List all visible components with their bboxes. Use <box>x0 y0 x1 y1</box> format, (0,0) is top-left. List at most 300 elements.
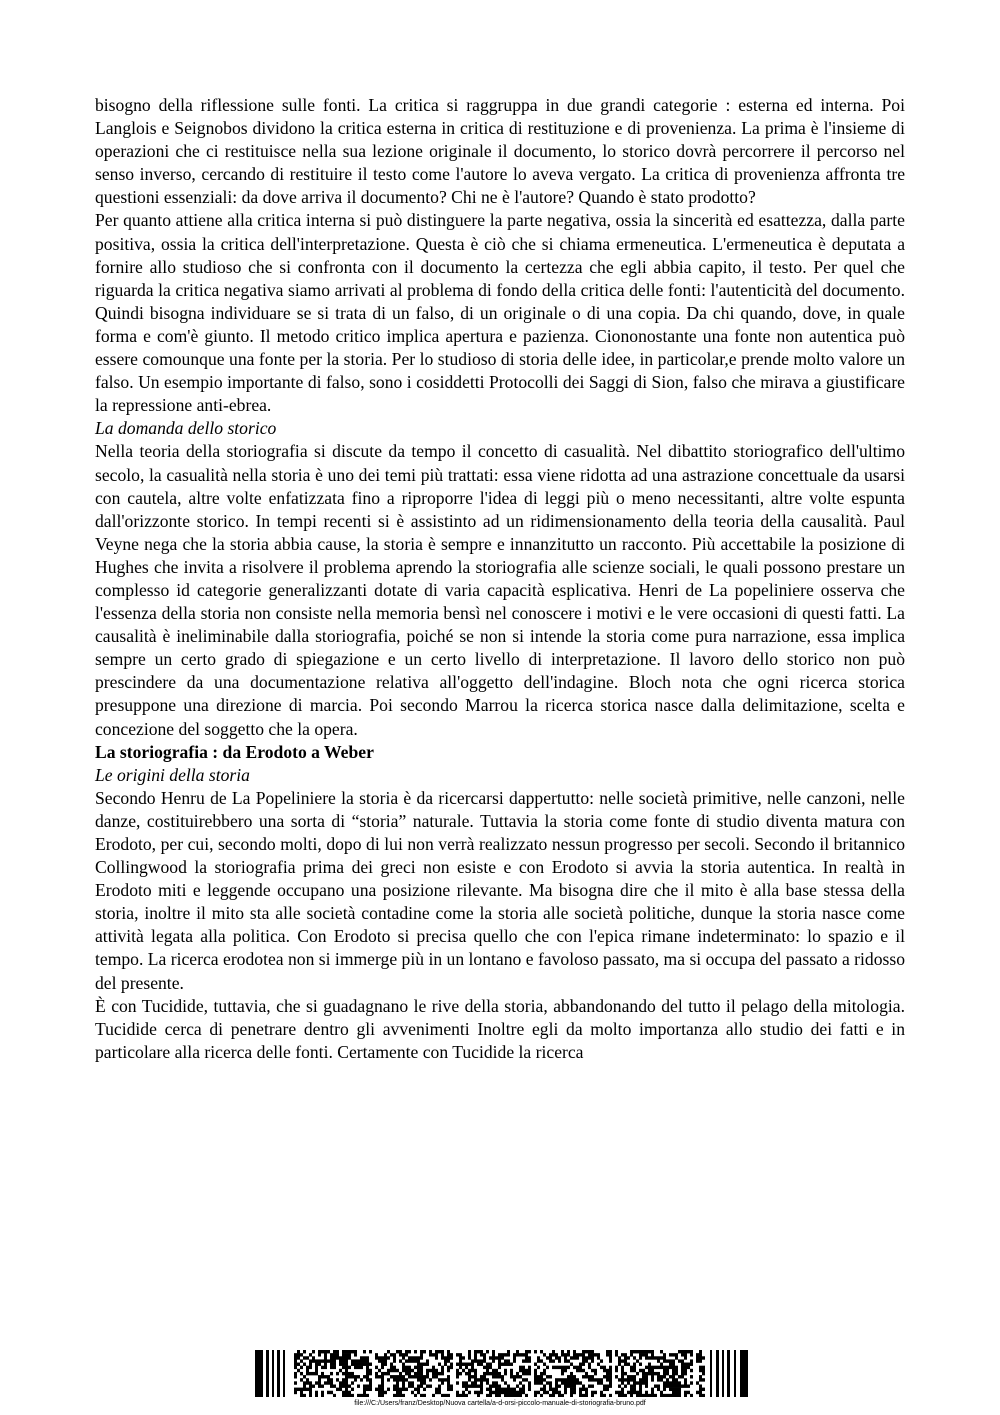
barcode-module <box>345 1369 348 1372</box>
barcode-module <box>315 1366 318 1369</box>
barcode-module <box>375 1356 378 1359</box>
barcode-module <box>366 1356 369 1359</box>
barcode-module <box>330 1356 333 1359</box>
barcode-module <box>486 1381 489 1384</box>
barcode-module <box>426 1384 429 1387</box>
barcode-module <box>624 1372 627 1375</box>
barcode-module <box>645 1384 648 1387</box>
barcode-module <box>411 1384 414 1387</box>
barcode-module <box>534 1350 537 1353</box>
barcode-module <box>597 1378 600 1381</box>
barcode-module <box>471 1363 474 1366</box>
barcode-module <box>342 1394 345 1397</box>
barcode-module <box>507 1353 510 1356</box>
barcode-module <box>330 1381 333 1384</box>
barcode-module <box>609 1381 612 1384</box>
barcode-module <box>528 1350 531 1353</box>
barcode-module <box>663 1366 666 1369</box>
barcode-module <box>528 1369 531 1372</box>
barcode-module <box>681 1353 684 1356</box>
barcode-module <box>495 1394 498 1397</box>
barcode-module <box>537 1391 540 1394</box>
barcode-module <box>579 1369 582 1372</box>
barcode-module <box>645 1381 648 1384</box>
barcode-module <box>309 1353 312 1356</box>
barcode-module <box>315 1381 318 1384</box>
barcode-module <box>504 1369 507 1372</box>
barcode-module <box>489 1384 492 1387</box>
barcode-module <box>552 1388 555 1391</box>
barcode-module <box>651 1378 654 1381</box>
barcode-module <box>345 1384 348 1387</box>
barcode-module <box>645 1394 648 1397</box>
barcode-module <box>396 1350 399 1353</box>
barcode-module <box>567 1378 570 1381</box>
barcode-module <box>495 1384 498 1387</box>
barcode-module <box>483 1353 486 1356</box>
barcode-module <box>294 1391 297 1394</box>
barcode-module <box>513 1388 516 1391</box>
barcode-module <box>519 1353 522 1356</box>
barcode-module <box>345 1388 348 1391</box>
barcode-module <box>297 1353 300 1356</box>
barcode-module <box>381 1388 384 1391</box>
barcode-module <box>342 1366 345 1369</box>
barcode-module <box>411 1391 414 1394</box>
barcode-module <box>519 1369 522 1372</box>
barcode-module <box>651 1369 654 1372</box>
barcode-module <box>294 1375 297 1378</box>
barcode-module <box>351 1359 354 1362</box>
barcode-module <box>519 1391 522 1394</box>
barcode-module <box>471 1366 474 1369</box>
barcode-module <box>474 1356 477 1359</box>
barcode-module <box>393 1356 396 1359</box>
barcode-module <box>585 1356 588 1359</box>
barcode-module <box>507 1359 510 1362</box>
barcode-module <box>582 1394 585 1397</box>
barcode-module <box>417 1388 420 1391</box>
barcode-module <box>621 1381 624 1384</box>
barcode-module <box>513 1375 516 1378</box>
barcode-module <box>312 1384 315 1387</box>
barcode-module <box>345 1350 348 1353</box>
barcode-module <box>501 1391 504 1394</box>
barcode-module <box>510 1391 513 1394</box>
barcode-module <box>396 1391 399 1394</box>
barcode-module <box>330 1359 333 1362</box>
barcode-module <box>546 1391 549 1394</box>
barcode-module <box>654 1394 657 1397</box>
barcode-module <box>315 1394 318 1397</box>
barcode-module <box>492 1356 495 1359</box>
barcode-module <box>321 1384 324 1387</box>
barcode-module <box>555 1353 558 1356</box>
barcode-module <box>513 1391 516 1394</box>
barcode-module <box>624 1353 627 1356</box>
barcode-module <box>657 1366 660 1369</box>
barcode-module <box>486 1378 489 1381</box>
barcode-module <box>462 1384 465 1387</box>
barcode-module <box>645 1391 648 1394</box>
barcode-module <box>408 1366 411 1369</box>
barcode-module <box>480 1388 483 1391</box>
barcode-module <box>342 1372 345 1375</box>
barcode-module <box>336 1350 339 1353</box>
barcode-module <box>573 1353 576 1356</box>
barcode-module <box>663 1381 666 1384</box>
barcode-module <box>606 1353 609 1356</box>
barcode-module <box>684 1353 687 1356</box>
barcode-module <box>663 1353 666 1356</box>
paragraph: È con Tucidide, tuttavia, che si guadagnano le rive della storia, abbandonando del tutto il pelago della mitologia. Tucidide cerca di penetrare dentro gli avvenimenti Inoltre egli da molto importanza allo studio dei fatti e in particolare alla ricerca delle fonti. Certamente con Tucidide la ricerca <box>95 995 905 1062</box>
barcode-module <box>657 1388 660 1391</box>
barcode-module <box>558 1384 561 1387</box>
barcode-module <box>306 1369 309 1372</box>
barcode-module <box>516 1384 519 1387</box>
barcode-module <box>351 1381 354 1384</box>
barcode-module <box>426 1372 429 1375</box>
barcode-module <box>342 1378 345 1381</box>
barcode-module <box>330 1363 333 1366</box>
barcode-module <box>690 1381 693 1384</box>
barcode-module <box>363 1375 366 1378</box>
barcode-module <box>519 1366 522 1369</box>
barcode-module <box>402 1363 405 1366</box>
barcode-module <box>636 1394 639 1397</box>
barcode-module <box>429 1378 432 1381</box>
barcode-module <box>465 1372 468 1375</box>
barcode-module <box>642 1369 645 1372</box>
barcode-module <box>303 1384 306 1387</box>
barcode-module <box>504 1394 507 1397</box>
barcode-module <box>492 1353 495 1356</box>
barcode-module <box>585 1350 588 1353</box>
barcode-module <box>681 1369 684 1372</box>
barcode-module <box>333 1394 336 1397</box>
barcode-module <box>684 1391 687 1394</box>
barcode-module <box>555 1381 558 1384</box>
barcode-module <box>525 1353 528 1356</box>
barcode-module <box>369 1388 372 1391</box>
barcode-module <box>342 1381 345 1384</box>
barcode-module <box>660 1363 663 1366</box>
barcode-module <box>567 1350 570 1353</box>
barcode-module <box>603 1388 606 1391</box>
barcode-module <box>444 1356 447 1359</box>
barcode-module <box>420 1366 423 1369</box>
barcode-module <box>474 1381 477 1384</box>
barcode-module <box>621 1372 624 1375</box>
barcode-module <box>663 1359 666 1362</box>
barcode-module <box>348 1366 351 1369</box>
barcode-module <box>402 1388 405 1391</box>
barcode-module <box>627 1356 630 1359</box>
barcode-module <box>393 1359 396 1362</box>
barcode-module <box>309 1394 312 1397</box>
barcode-module <box>519 1394 522 1397</box>
barcode-module <box>513 1394 516 1397</box>
barcode-module <box>468 1353 471 1356</box>
barcode-module <box>615 1353 618 1356</box>
barcode-module <box>294 1372 297 1375</box>
barcode-module <box>630 1391 633 1394</box>
barcode-module <box>333 1359 336 1362</box>
barcode-module <box>387 1372 390 1375</box>
barcode-module <box>345 1366 348 1369</box>
barcode-module <box>555 1356 558 1359</box>
barcode-module <box>513 1353 516 1356</box>
barcode-module <box>600 1378 603 1381</box>
barcode-module <box>333 1384 336 1387</box>
barcode-module <box>681 1384 684 1387</box>
barcode-module <box>648 1366 651 1369</box>
barcode-module <box>345 1378 348 1381</box>
barcode-module <box>339 1363 342 1366</box>
barcode-module <box>564 1369 567 1372</box>
barcode-module <box>390 1369 393 1372</box>
barcode-module <box>621 1366 624 1369</box>
barcode-module <box>300 1394 303 1397</box>
barcode-module <box>369 1369 372 1372</box>
barcode-module <box>492 1381 495 1384</box>
barcode-module <box>660 1356 663 1359</box>
barcode-module <box>672 1353 675 1356</box>
barcode-module <box>432 1394 435 1397</box>
barcode-module <box>672 1381 675 1384</box>
barcode-module <box>585 1394 588 1397</box>
barcode-image <box>255 1350 750 1397</box>
barcode-module <box>669 1388 672 1391</box>
barcode-module <box>360 1363 363 1366</box>
barcode-module <box>417 1359 420 1362</box>
barcode-module <box>576 1366 579 1369</box>
barcode-module <box>405 1369 408 1372</box>
barcode-module <box>615 1350 618 1353</box>
barcode-module <box>561 1378 564 1381</box>
barcode-module <box>480 1350 483 1353</box>
barcode-module <box>495 1388 498 1391</box>
barcode-module <box>498 1384 501 1387</box>
barcode-module <box>690 1359 693 1362</box>
barcode-module <box>471 1369 474 1372</box>
barcode-module <box>609 1356 612 1359</box>
barcode-module <box>420 1353 423 1356</box>
barcode-module <box>510 1372 513 1375</box>
chapter-heading: La storiografia : da Erodoto a Weber <box>95 741 374 762</box>
barcode-module <box>459 1366 462 1369</box>
barcode-module <box>645 1375 648 1378</box>
barcode-module <box>684 1363 687 1366</box>
barcode-module <box>588 1353 591 1356</box>
barcode-module <box>648 1369 651 1372</box>
barcode-module <box>306 1381 309 1384</box>
barcode-module <box>312 1356 315 1359</box>
barcode-module <box>411 1369 414 1372</box>
barcode-module <box>450 1366 453 1369</box>
barcode-module <box>378 1391 381 1394</box>
barcode-module <box>396 1394 399 1397</box>
barcode-module <box>408 1372 411 1375</box>
barcode-module <box>507 1394 510 1397</box>
barcode-module <box>342 1350 345 1353</box>
barcode-module <box>456 1353 459 1356</box>
barcode-module <box>369 1381 372 1384</box>
barcode-module <box>471 1375 474 1378</box>
barcode-module <box>627 1375 630 1378</box>
barcode-module <box>399 1372 402 1375</box>
barcode-module <box>633 1369 636 1372</box>
barcode-module <box>639 1350 642 1353</box>
barcode-module <box>558 1394 561 1397</box>
barcode-module <box>381 1356 384 1359</box>
barcode-module <box>480 1384 483 1387</box>
barcode-module <box>483 1366 486 1369</box>
barcode-module <box>339 1388 342 1391</box>
barcode-module <box>306 1388 309 1391</box>
barcode-module <box>324 1363 327 1366</box>
barcode-module <box>684 1384 687 1387</box>
barcode-module <box>408 1350 411 1353</box>
barcode-module <box>441 1372 444 1375</box>
barcode-module <box>690 1350 693 1353</box>
barcode-module <box>591 1350 594 1353</box>
barcode-module <box>579 1391 582 1394</box>
barcode-module <box>633 1388 636 1391</box>
barcode-module <box>399 1350 402 1353</box>
barcode-module <box>477 1378 480 1381</box>
barcode-module <box>525 1372 528 1375</box>
barcode-module <box>297 1356 300 1359</box>
barcode-module <box>660 1366 663 1369</box>
barcode-module <box>378 1359 381 1362</box>
barcode-module <box>585 1388 588 1391</box>
barcode-module <box>321 1394 324 1397</box>
barcode-module <box>699 1375 702 1378</box>
barcode-module <box>405 1366 408 1369</box>
barcode-module <box>660 1375 663 1378</box>
barcode-module <box>564 1378 567 1381</box>
barcode-module <box>615 1391 618 1394</box>
barcode-module <box>555 1391 558 1394</box>
barcode-module <box>375 1375 378 1378</box>
barcode-module <box>690 1363 693 1366</box>
barcode-module <box>618 1356 621 1359</box>
barcode-module <box>327 1375 330 1378</box>
barcode-module <box>507 1350 510 1353</box>
barcode-module <box>672 1366 675 1369</box>
barcode-module <box>603 1384 606 1387</box>
barcode-module <box>699 1378 702 1381</box>
barcode-module <box>309 1359 312 1362</box>
barcode-module <box>318 1384 321 1387</box>
barcode-module <box>399 1391 402 1394</box>
barcode-module <box>660 1391 663 1394</box>
barcode-module <box>399 1359 402 1362</box>
barcode-module <box>639 1381 642 1384</box>
barcode-module <box>648 1372 651 1375</box>
barcode-module <box>450 1388 453 1391</box>
barcode-module <box>540 1350 543 1353</box>
barcode-module <box>669 1381 672 1384</box>
barcode-module <box>471 1381 474 1384</box>
barcode-module <box>420 1356 423 1359</box>
barcode-module <box>642 1372 645 1375</box>
barcode-module <box>690 1375 693 1378</box>
barcode-module <box>549 1384 552 1387</box>
barcode-module <box>651 1388 654 1391</box>
barcode-module <box>348 1350 351 1353</box>
barcode-module <box>306 1366 309 1369</box>
barcode-module <box>363 1394 366 1397</box>
barcode-module <box>303 1381 306 1384</box>
barcode-module <box>324 1359 327 1362</box>
barcode-module <box>339 1359 342 1362</box>
barcode-module <box>522 1388 525 1391</box>
barcode-module <box>540 1381 543 1384</box>
barcode-module <box>636 1381 639 1384</box>
barcode-module <box>558 1359 561 1362</box>
barcode-module <box>414 1359 417 1362</box>
barcode-module <box>657 1378 660 1381</box>
barcode-module <box>306 1372 309 1375</box>
barcode-module <box>483 1372 486 1375</box>
barcode-module <box>345 1381 348 1384</box>
barcode-module <box>363 1363 366 1366</box>
barcode-module <box>480 1375 483 1378</box>
barcode-module <box>516 1350 519 1353</box>
paragraph: bisogno della riflessione sulle fonti. La critica si raggruppa in due grandi categorie : esterna ed interna. Poi Langlois e Seignobos dividono la critica esterna in critica di restituzione e di provenienza. La prima è l'insieme di operazioni che ci restituisce nella sua lezione originale il documento, lo storico dovrà percorrere il percorso nel senso inverso, cercando di restituire il testo come l'autore lo aveva vergato. La critica di provenienza affronta tre questioni essenziali: da dove arriva il documento? Chi ne è l'autore? Quando è stato prodotto? <box>95 95 905 208</box>
barcode-module <box>489 1391 492 1394</box>
barcode-module <box>495 1381 498 1384</box>
barcode-module <box>300 1359 303 1362</box>
barcode-module <box>624 1359 627 1362</box>
barcode-module <box>675 1356 678 1359</box>
barcode-module <box>669 1353 672 1356</box>
barcode-module <box>561 1369 564 1372</box>
barcode-module <box>411 1356 414 1359</box>
barcode-module <box>399 1353 402 1356</box>
barcode-module <box>606 1372 609 1375</box>
barcode-module <box>555 1388 558 1391</box>
barcode-module <box>393 1378 396 1381</box>
barcode-module <box>441 1350 444 1353</box>
barcode-module <box>435 1372 438 1375</box>
barcode-module <box>474 1369 477 1372</box>
barcode-module <box>405 1372 408 1375</box>
barcode-module <box>678 1394 681 1397</box>
barcode-module <box>525 1356 528 1359</box>
barcode-module <box>621 1388 624 1391</box>
barcode-module <box>561 1372 564 1375</box>
barcode-module <box>492 1369 495 1372</box>
barcode-module <box>330 1372 333 1375</box>
barcode-module <box>450 1363 453 1366</box>
barcode-module <box>297 1350 300 1353</box>
barcode-module <box>480 1381 483 1384</box>
barcode-module <box>465 1394 468 1397</box>
barcode-module <box>675 1372 678 1375</box>
barcode-module <box>441 1356 444 1359</box>
barcode-module <box>393 1353 396 1356</box>
barcode-module <box>534 1369 537 1372</box>
barcode-module <box>570 1363 573 1366</box>
barcode-module <box>318 1381 321 1384</box>
barcode-module <box>432 1372 435 1375</box>
barcode-module <box>540 1394 543 1397</box>
barcode-module <box>546 1356 549 1359</box>
barcode-module <box>405 1388 408 1391</box>
